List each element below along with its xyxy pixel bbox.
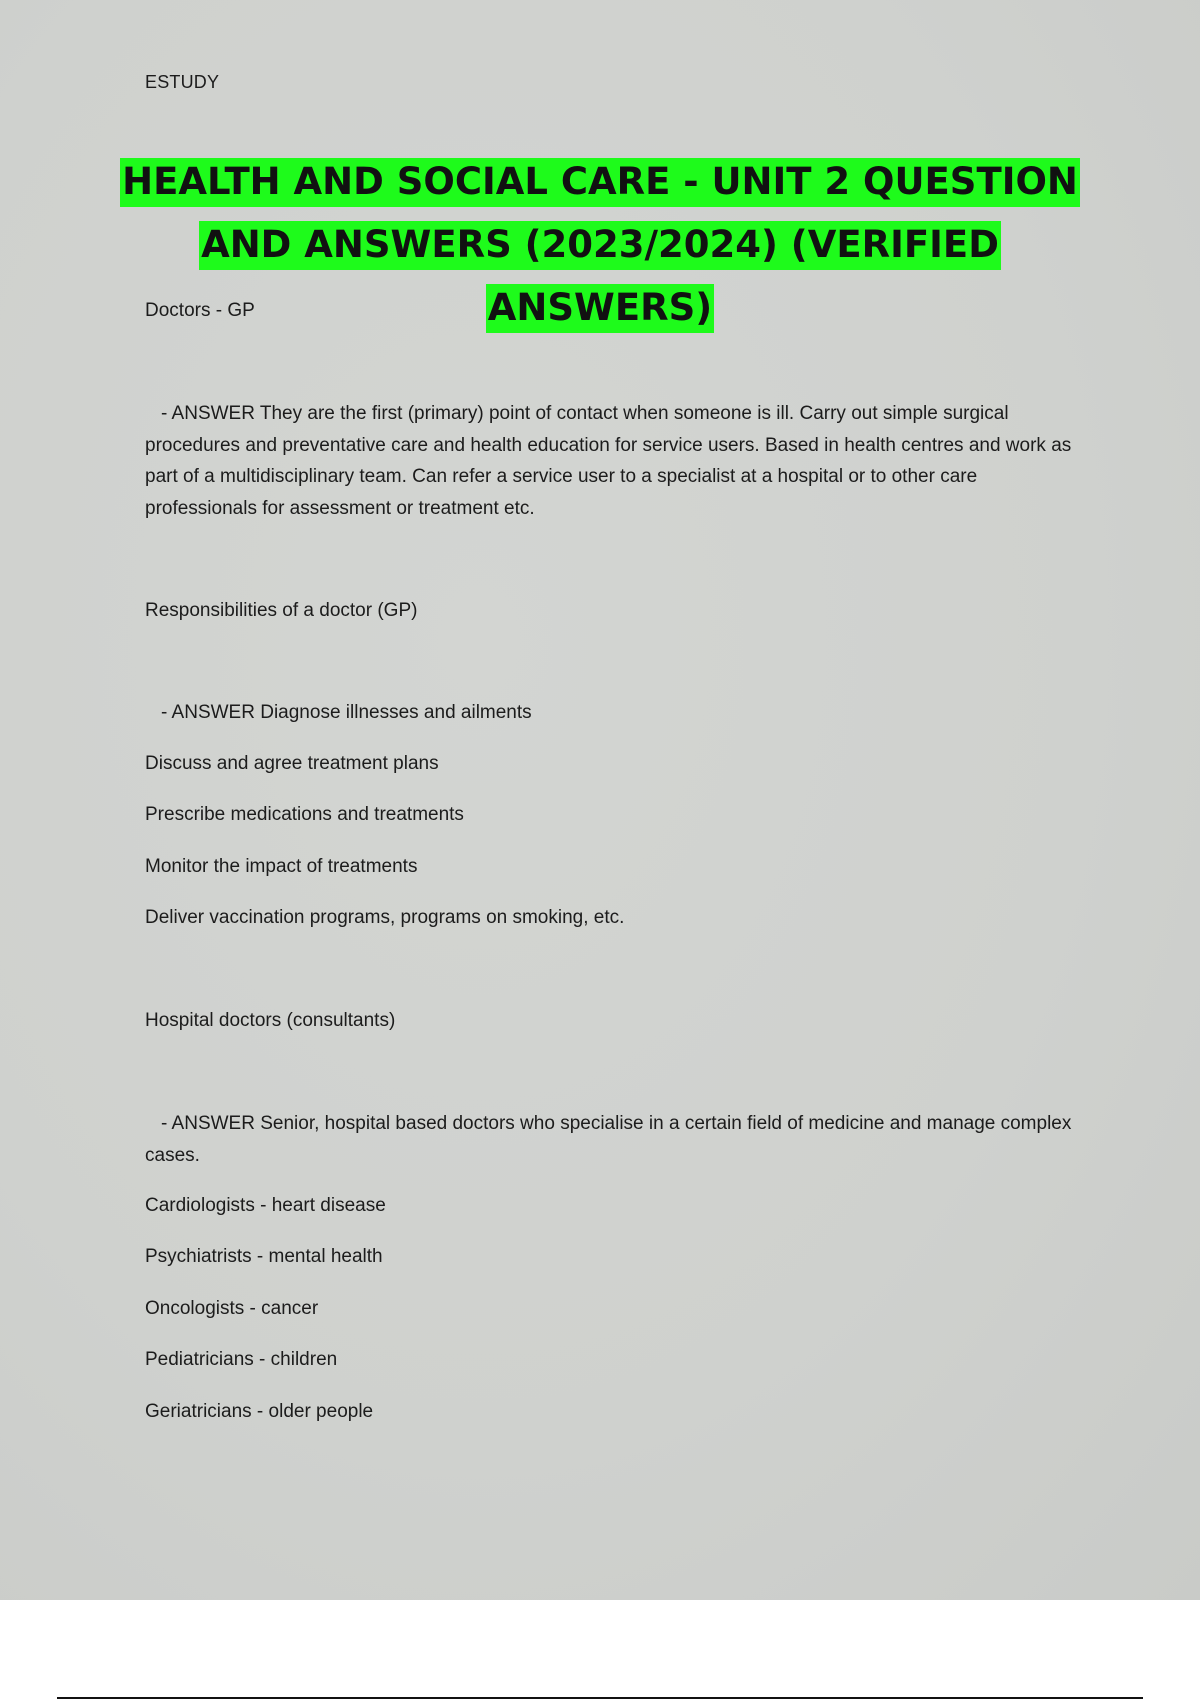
question-gp-responsibilities: Responsibilities of a doctor (GP)	[145, 600, 418, 621]
list-item: Cardiologists - heart disease	[145, 1195, 386, 1216]
answer-gp-responsibilities	[145, 697, 1075, 729]
title-line-2: AND ANSWERS (2023/2024) (VERIFIED ANSWERS)	[199, 221, 1001, 333]
list-item: Pediatricians - children	[145, 1349, 338, 1370]
title-line-1: HEALTH AND SOCIAL CARE - UNIT 2 QUESTION	[120, 158, 1080, 207]
header-label: ESTUDY	[145, 72, 220, 92]
answer-hospital-doctors	[145, 1108, 1075, 1171]
answer-text: - ANSWER Diagnose illnesses and ailments	[161, 702, 532, 723]
list-item: Oncologists - cancer	[145, 1298, 319, 1319]
answer-doctors-gp	[145, 398, 1075, 524]
answer-text: - ANSWER They are the first (primary) point of contact when someone is ill. Carry out simple surgical procedures and preventative care and health education for service users. Based in health centres and work as part of a multidisciplinary team. Can refer a service user to a specialist at a hospital or to other care professionals for assessment or treatment etc.	[145, 403, 1072, 519]
list-item: Prescribe medications and treatments	[145, 804, 464, 825]
list-item: Monitor the impact of treatments	[145, 856, 418, 877]
footer-divider	[57, 1697, 1143, 1699]
list-item: Discuss and agree treatment plans	[145, 753, 439, 774]
list-item: Geriatricians - older people	[145, 1401, 374, 1422]
list-item: Psychiatrists - mental health	[145, 1246, 383, 1267]
question-doctors-gp: Doctors - GP	[145, 300, 255, 321]
answer-text: - ANSWER Senior, hospital based doctors who specialise in a certain field of medicine and manage complex cases.	[145, 1113, 1072, 1166]
list-item: Deliver vaccination programs, programs on smoking, etc.	[145, 907, 625, 928]
question-hospital-doctors: Hospital doctors (consultants)	[145, 1010, 396, 1031]
